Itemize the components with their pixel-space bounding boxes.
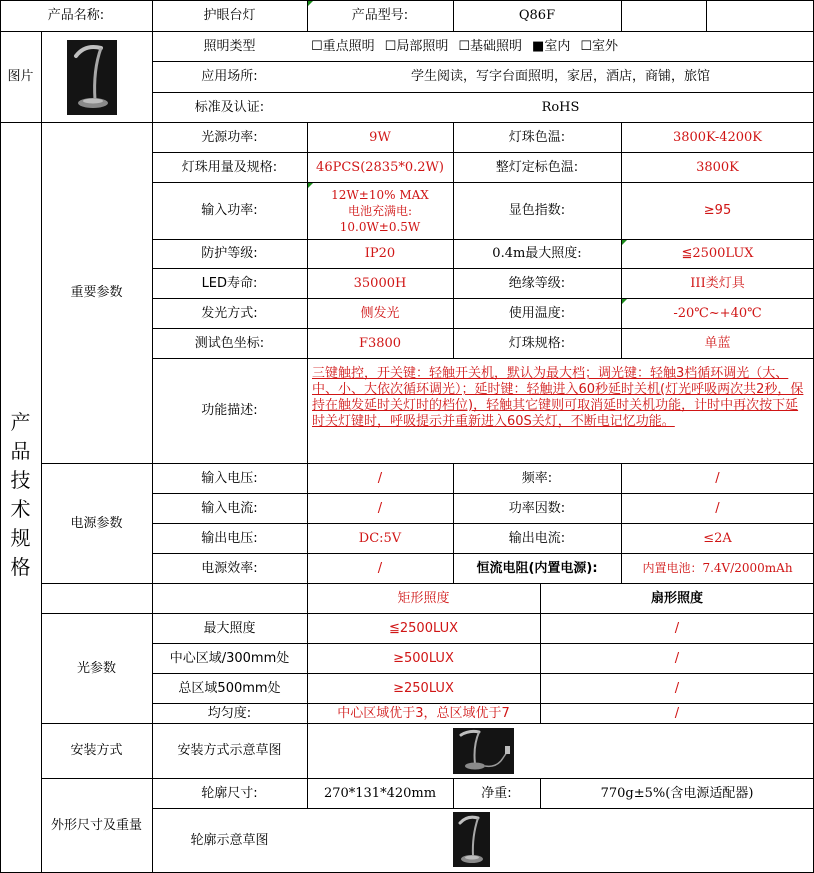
optical-row-label: 总区域500mm处 — [178, 680, 281, 696]
temperature-value: -20℃~+40℃ — [673, 305, 762, 321]
cri-value: ≥95 — [703, 203, 732, 218]
power-factor-label: 功率因数: — [508, 500, 566, 516]
input-voltage-value: / — [377, 470, 383, 486]
lighting-option[interactable] — [580, 39, 618, 54]
output-voltage-value: DC:5V — [358, 530, 402, 546]
constant-current-label: 恒流电阻(内置电源): — [476, 560, 598, 576]
spec-section-char: 规 — [10, 526, 31, 550]
led-spec-value: 单蓝 — [704, 335, 731, 351]
checkbox-icon[interactable]: ☐ — [580, 38, 592, 54]
dims-group-label: 外形尺寸及重量 — [50, 818, 142, 833]
optical-row-fan: / — [674, 680, 680, 696]
led-spec-label: 灯珠规格: — [508, 335, 566, 351]
max-lux-label: 0.4m最大照度: — [492, 246, 582, 261]
outline-sketch-image — [453, 812, 490, 867]
input-power-value-full: 10.0W±0.5W — [339, 219, 421, 234]
lighting-option-label: 室内 — [544, 38, 571, 54]
outline-label: 轮廓尺寸: — [201, 785, 258, 801]
application-value: 学生阅读，写字台面照明，家居，酒店，商铺，旅馆 — [410, 69, 710, 84]
optical-row-rect: ≦2500LUX — [389, 620, 458, 636]
optical-row-label: 均匀度: — [207, 705, 252, 721]
ip-value: IP20 — [364, 246, 396, 261]
max-lux-value: ≦2500LUX — [681, 246, 754, 261]
checkbox-icon[interactable]: ☐ — [384, 38, 397, 54]
optical-row-rect: 中心区域优于3，总区域优于7 — [337, 705, 510, 721]
input-power-value — [307, 182, 453, 239]
important-group-label: 重要参数 — [70, 285, 123, 300]
spec-section-char: 格 — [10, 555, 31, 579]
lighting-option[interactable] — [385, 39, 449, 54]
lighting-type-label: 照明类型 — [203, 38, 256, 54]
optical-group-label: 光参数 — [76, 660, 116, 676]
lighting-option-label: 局部照明 — [396, 38, 449, 54]
optical-row-fan: / — [674, 650, 680, 666]
product-photo — [67, 40, 117, 115]
optical-row-label: 最大照度 — [203, 620, 256, 636]
product-model-label: 产品型号: — [351, 8, 409, 23]
input-power-value-max: 12W±10% MAX — [331, 187, 429, 202]
optical-row-rect: ≥250LUX — [393, 680, 454, 696]
spec-section-label — [0, 400, 41, 590]
optical-row-label: 中心区域/300mm处 — [169, 650, 290, 666]
spec-section-char: 术 — [10, 497, 31, 521]
optical-row-fan: / — [674, 620, 680, 636]
output-voltage-label: 输出电压: — [201, 530, 258, 546]
insulation-label: 绝缘等级: — [508, 275, 566, 291]
spec-section-char: 技 — [10, 468, 31, 492]
lighting-option-label: 基础照明 — [470, 38, 523, 54]
optical-row-fan: / — [674, 705, 680, 721]
life-value: 35000H — [353, 275, 407, 291]
lighting-option-label: 室外 — [591, 38, 618, 54]
constant-current-value: 内置电池：7.4V/2000mAh — [642, 560, 793, 575]
frequency-label: 频率: — [521, 470, 553, 486]
efficiency-value: / — [377, 560, 383, 576]
product-name-label: 产品名称: — [47, 8, 105, 23]
power-label: 光源功率: — [201, 129, 258, 145]
application-label: 应用场所: — [201, 69, 258, 84]
rect-illuminance-header: 矩形照度 — [397, 590, 450, 606]
input-current-value: / — [377, 500, 383, 516]
weight-value: 770g±5%(含电源适配器) — [600, 785, 754, 801]
function-description: 三键触控，开关键：轻触开关机，默认为最大档；调光键：轻触3档循环调光（大、中、小、大依次循环调光）；延时键：轻触进入60秒延时关机(灯光呼吸两次共2秒，保持在触发延时关灯时的档位)，轻触其它键则可取消延时关机功能，计时中再次按下延时关灯键时，呼吸提示并重新进入60S关灯，不断电记忆功能。 — [312, 366, 804, 429]
led-count-label: 灯珠用量及规格: — [181, 159, 278, 175]
power-value: 9W — [369, 129, 391, 145]
input-current-label: 输入电流: — [201, 500, 258, 516]
emission-value: 侧发光 — [360, 305, 400, 321]
cct-label: 灯珠色温: — [508, 129, 566, 145]
emission-label: 发光方式: — [201, 305, 258, 321]
install-group-label: 安装方式 — [70, 743, 123, 758]
spec-section-char: 产 — [10, 410, 31, 434]
output-current-value: ≤2A — [703, 530, 732, 546]
power-group-label: 电源参数 — [70, 515, 123, 531]
checkbox-icon[interactable]: ☐ — [458, 38, 470, 54]
lighting-option[interactable] — [532, 39, 570, 54]
color-coord-label: 测试色坐标: — [194, 335, 265, 351]
install-sketch-label: 安装方式示意草图 — [177, 743, 282, 758]
checkbox-icon[interactable]: ☐ — [311, 38, 323, 54]
power-factor-value: / — [715, 500, 720, 516]
lighting-option-label: 重点照明 — [322, 38, 375, 54]
outline-sketch-label: 轮廓示意草图 — [190, 833, 269, 848]
ip-label: 防护等级: — [201, 246, 258, 261]
weight-label: 净重: — [481, 785, 512, 801]
cct-value: 3800K-4200K — [672, 129, 763, 145]
picture-label: 图片 — [7, 69, 34, 84]
lighting-type-options — [307, 31, 814, 61]
product-model-value: Q86F — [518, 8, 556, 23]
checkbox-checked-icon[interactable]: ■ — [532, 38, 545, 54]
lighting-option[interactable] — [311, 39, 375, 54]
led-count-value: 46PCS(2835*0.2W) — [316, 159, 444, 175]
product-name-value: 护眼台灯 — [203, 8, 256, 23]
efficiency-label: 电源效率: — [201, 560, 258, 576]
life-label: LED寿命: — [201, 275, 258, 291]
input-power-value-battery: 电池充满电: — [347, 203, 413, 218]
cri-label: 显色指数: — [508, 203, 566, 218]
insulation-value: III类灯具 — [690, 275, 745, 291]
output-current-label: 输出电流: — [508, 530, 566, 546]
frequency-value: / — [715, 470, 720, 486]
optical-row-rect: ≥500LUX — [393, 650, 454, 666]
spec-section-char: 品 — [10, 439, 31, 463]
input-power-label: 输入功率: — [201, 203, 258, 218]
outline-value: 270*131*420mm — [323, 785, 437, 801]
rated-cct-value: 3800K — [696, 159, 739, 175]
color-coord-value: F3800 — [358, 335, 402, 351]
standard-value: RoHS — [541, 99, 580, 115]
input-voltage-label: 输入电压: — [201, 470, 258, 486]
install-sketch-image — [453, 728, 514, 774]
function-label: 功能描述: — [201, 403, 258, 418]
lighting-option[interactable] — [458, 39, 522, 54]
fan-illuminance-header: 扇形照度 — [650, 590, 703, 606]
standard-label: 标准及认证: — [194, 99, 265, 115]
temperature-label: 使用温度: — [508, 305, 566, 321]
rated-cct-label: 整灯定标色温: — [495, 159, 579, 175]
